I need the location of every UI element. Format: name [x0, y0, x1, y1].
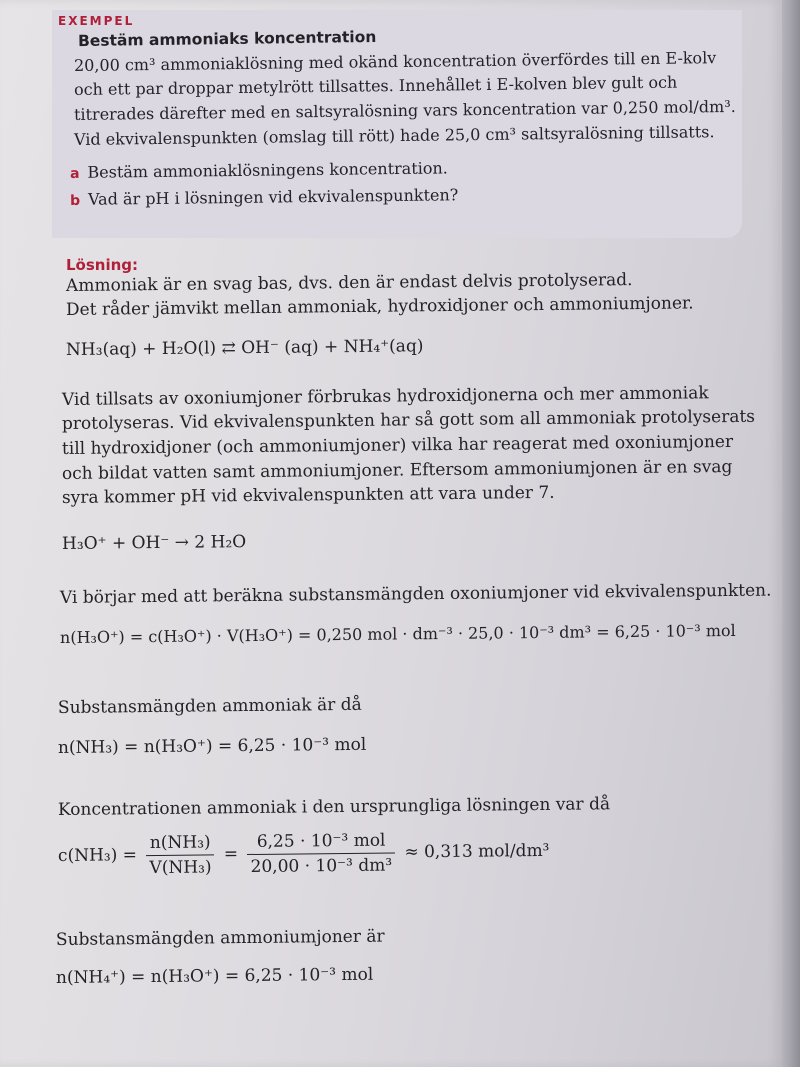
question-b-letter: b: [69, 192, 81, 209]
question-b-text: Vad är pH i lösningen vid ekvivalenspunkten?: [87, 185, 459, 209]
step4-equation: n(NH₄⁺) = n(H₃O⁺) = 6,25 · 10⁻³ mol: [55, 964, 374, 988]
ratio-fraction: [146, 832, 215, 878]
problem-line: Vid ekvivalenspunkten (omslag till rött) hade 25,0 cm³ saltsyralösning tillsatts.: [73, 122, 715, 149]
page-edge: [782, 0, 800, 1067]
step3-result: ≈ 0,313 mol/dm³: [404, 840, 550, 863]
step1-equation: n(H₃O⁺) = c(H₃O⁺) · V(H₃O⁺) = 0,250 mol · dm⁻³ · 25,0 · 10⁻³ dm³ = 6,25 · 10⁻³ mol: [59, 620, 736, 647]
example-title: Bestäm ammoniaks koncentration: [77, 27, 377, 51]
explanation-line: Vid tillsats av oxoniumjoner förbrukas hydroxidjonerna och mer ammoniak: [61, 383, 709, 410]
question-a-text: Bestäm ammoniaklösningens koncentration.: [87, 158, 448, 182]
step3-lhs: c(NH₃) =: [57, 845, 138, 866]
step1-text: Vi börjar med att beräkna substansmängden oxoniumjoner vid ekvivalenspunkten.: [59, 580, 772, 608]
explanation-line: och bildat vatten samt ammoniumjoner. Eftersom ammoniumjonen är en svag: [61, 456, 733, 484]
example-tag: EXEMPEL: [58, 14, 135, 28]
step3-equation: [58, 829, 550, 879]
step2-equation: n(NH₃) = n(H₃O⁺) = 6,25 · 10⁻³ mol: [57, 734, 367, 758]
ratio-denominator: V(NH₃): [149, 857, 212, 879]
explanation-line: protolyseras. Vid ekvivalenspunkten har så gott som all ammoniak protolyserats: [61, 406, 756, 434]
problem-line: och ett par droppar metylrött tillsattes. Innehållet i E-kolven blev gult och: [73, 72, 678, 99]
problem-line: 20,00 cm³ ammoniaklösning med okänd koncentration överfördes till en E-kolv: [73, 48, 717, 75]
problem-line: titrerades därefter med en saltsyralösning vars koncentration var 0,250 mol/dm³.: [73, 96, 736, 124]
equals-sign: =: [223, 844, 239, 865]
explanation-line: till hydroxidjoner (och ammoniumjoner) vilka har reagerat med oxoniumjoner: [61, 431, 734, 459]
ratio-numerator: n(NH₃): [146, 832, 214, 856]
intro-line: Det råder jämvikt mellan ammoniak, hydroxidjoner och ammoniumjoner.: [65, 293, 694, 320]
step3-text: Koncentrationen ammoniak i den ursprungliga lösningen var då: [57, 794, 611, 820]
equilibrium-equation: NH₃(aq) + H₂O(l) ⇄ OH⁻ (aq) + NH₄⁺(aq): [65, 336, 424, 360]
value-numerator: 6,25 · 10⁻³ mol: [247, 830, 395, 855]
intro-line: Ammoniak är en svag bas, dvs. den är endast delvis protolyserad.: [65, 270, 633, 296]
step2-text: Substansmängden ammoniak är då: [57, 694, 362, 718]
neutralization-equation: H₃O⁺ + OH⁻ → 2 H₂O: [61, 532, 247, 554]
step4-text: Substansmängden ammoniumjoner är: [55, 926, 385, 950]
value-denominator: 20,00 · 10⁻³ dm³: [250, 855, 393, 877]
solution-heading: Lösning:: [66, 256, 139, 274]
value-fraction: [247, 830, 395, 877]
explanation-line: syra kommer pH vid ekvivalenspunkten att vara under 7.: [61, 482, 555, 508]
question-a-letter: a: [69, 165, 80, 182]
